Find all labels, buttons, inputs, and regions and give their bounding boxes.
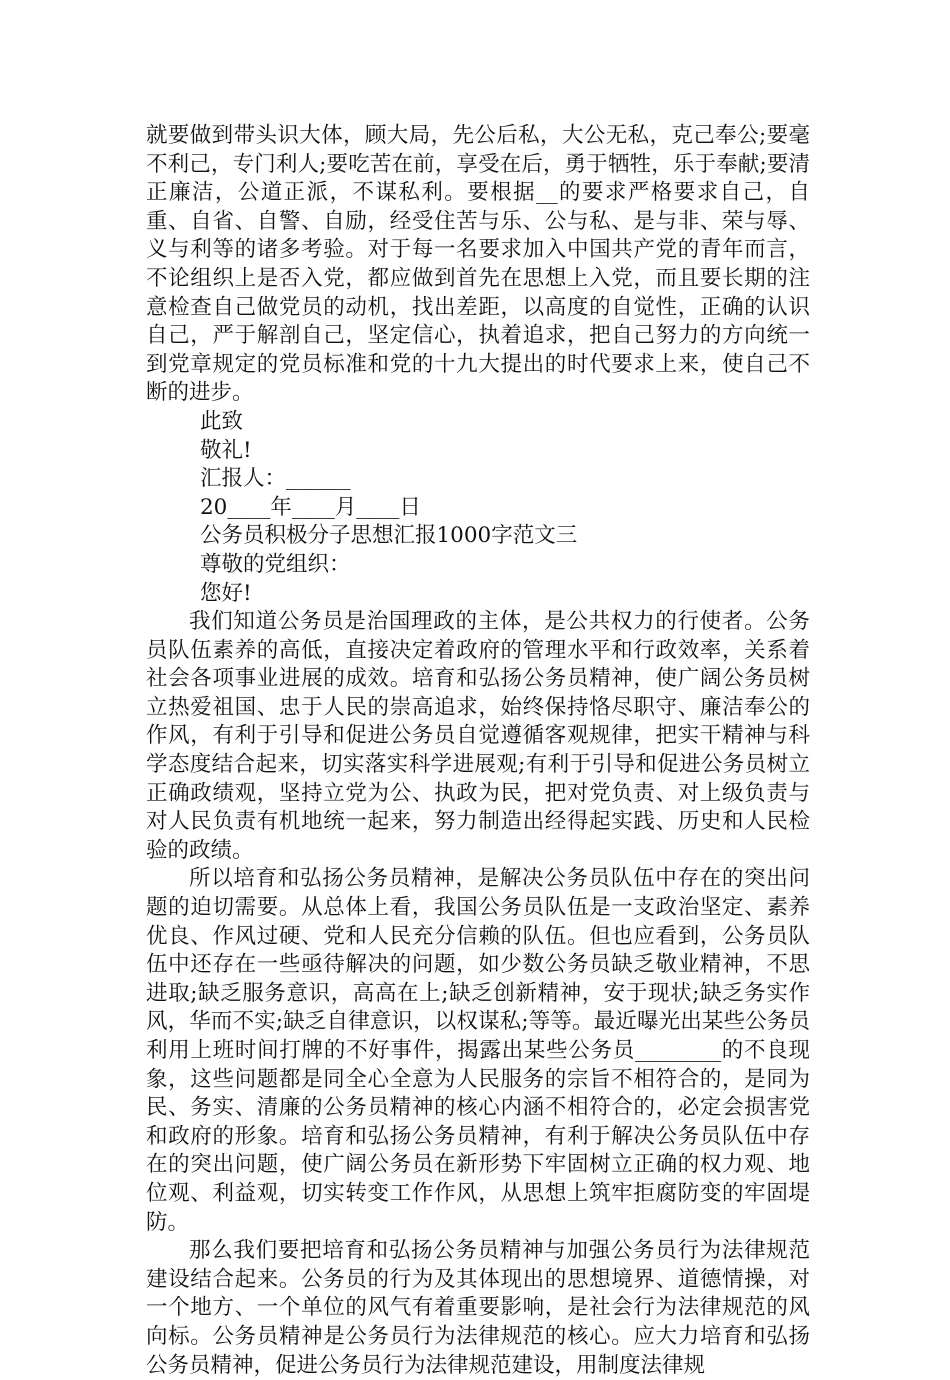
paragraph-3: 那么我们要把培育和弘扬公务员精神与加强公务员行为法律规范建设结合起来。公务员的行为及其体现出的思想境界、道德情操，对一个地方、一个单位的风气有着重要影响，是社会行为法律规范的风向标。公务员精神是公务员行为法律规范的核心。应大力培育和弘扬公务员精神，促进公务员行为法律规范建设，用制度法律规 <box>146 1238 810 1378</box>
greeting: 您好! <box>200 580 252 606</box>
document-page <box>146 122 810 1380</box>
reporter-line: 汇报人：______ <box>200 466 351 492</box>
closing-line-1: 此致 <box>200 408 244 434</box>
date-line: 20____年____月____日 <box>200 494 421 520</box>
paragraph-2: 所以培育和弘扬公务员精神，是解决公务员队伍中存在的突出问题的迫切需要。从总体上看，我国公务员队伍是一支政治坚定、素养优良、作风过硬、党和人民充分信赖的队伍。但也应看到，公务员队伍中还存在一些亟待解决的问题，如少数公务员缺乏敬业精神，不思进取;缺乏服务意识，高高在上;缺乏创新精神，安于现状;缺乏务实作风，华而不实;缺乏自律意识，以权谋私;等等。最近曝光出某些公务员利用上班时间打牌的不好事件，揭露出某些公务员________的不良现象，这些问题都是同全心全意为人民服务的宗旨不相符合的，是同为民、务实、清廉的公务员精神的核心内涵不相符合的，必定会损害党和政府的形象。培育和弘扬公务员精神，有利于解决公务员队伍中存在的突出问题，使广阔公务员在新形势下牢固树立正确的权力观、地位观、利益观，切实转变工作作风，从思想上筑牢拒腐防变的牢固堤防。 <box>146 866 810 1235</box>
document-title: 公务员积极分子思想汇报1000字范文三 <box>200 523 578 549</box>
salutation: 尊敬的党组织： <box>200 551 351 577</box>
paragraph-1: 我们知道公务员是治国理政的主体，是公共权力的行使者。公务员队伍素养的高低，直接决定着政府的管理水平和行政效率，关系着社会各项事业进展的成效。培育和弘扬公务员精神，使广阔公务员树立热爱祖国、忠于人民的崇高追求，始终保持恪尽职守、廉洁奉公的作风，有利于引导和促进公务员自觉遵循客观规律，把实干精神与科学态度结合起来，切实落实科学进展观;有利于引导和促进公务员树立正确政绩观，坚持立党为公、执政为民，把对党负责、对上级负责与对人民负责有机地统一起来，努力制造出经得起实践、历史和人民检验的政绩。 <box>146 609 810 863</box>
closing-line-2: 敬礼! <box>200 437 252 463</box>
paragraph-continued: 就要做到带头识大体，顾大局，先公后私，大公无私，克己奉公;要毫不利己，专门利人;要吃苦在前，享受在后，勇于牺牲，乐于奉献;要清正廉洁，公道正派，不谋私利。要根据__的要求严格要求自己，自重、自省、自警、自励，经受住苦与乐、公与私、是与非、荣与辱、义与利等的诸多考验。对于每一名要求加入中国共产党的青年而言，不论组织上是否入党，都应做到首先在思想上入党，而且要长期的注意检查自己做党员的动机，找出差距，以高度的自觉性，正确的认识自己，严于解剖自己，坚定信心，执着追求，把自己努力的方向统一到党章规定的党员标准和党的十九大提出的时代要求上来，使自己不断的进步。 <box>146 123 810 406</box>
